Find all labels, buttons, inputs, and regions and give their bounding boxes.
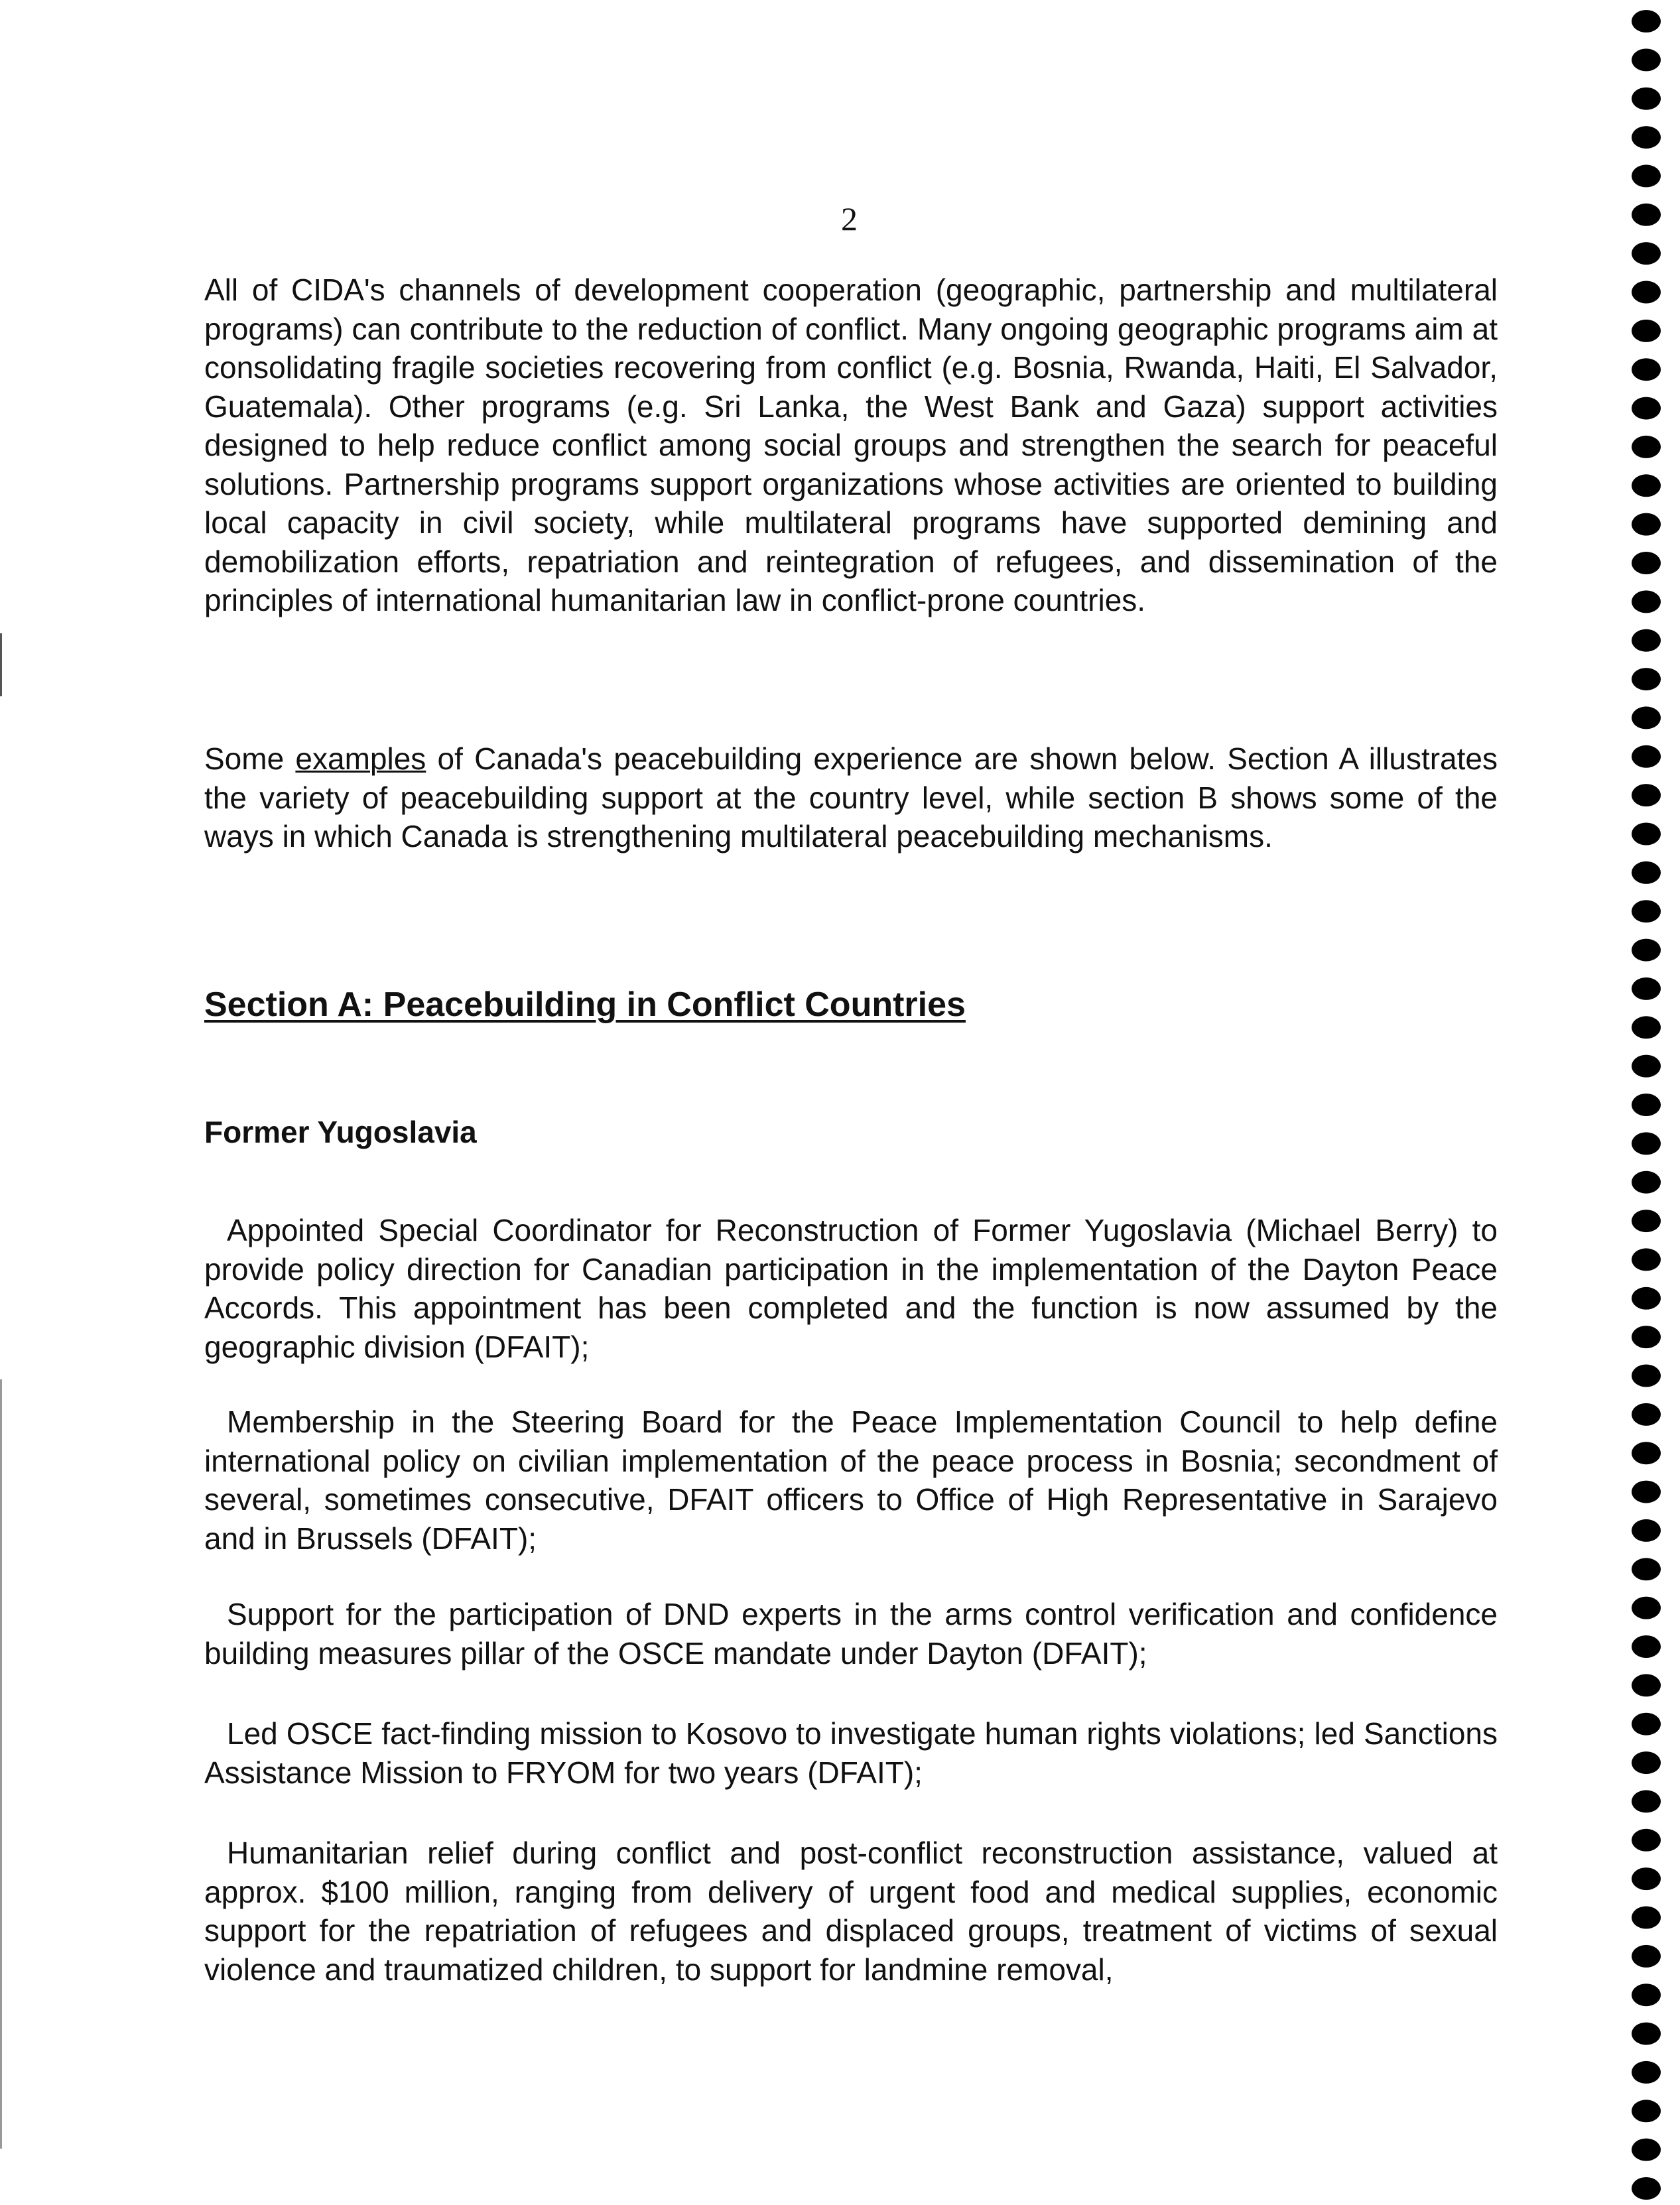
- binding-hole: [1632, 1907, 1661, 1929]
- binding-hole: [1632, 1171, 1661, 1194]
- binding-hole: [1632, 2100, 1661, 2122]
- binding-hole: [1632, 1326, 1661, 1348]
- binding-hole: [1632, 1597, 1661, 1619]
- binding-hole: [1632, 2177, 1661, 2200]
- binding-hole: [1632, 1481, 1661, 1503]
- binding-hole: [1632, 281, 1661, 304]
- binding-hole: [1632, 1674, 1661, 1696]
- binding-hole: [1632, 1751, 1661, 1774]
- binding-hole: [1632, 1945, 1661, 1968]
- binding-hole: [1632, 2139, 1661, 2161]
- scan-artifact-left: [0, 633, 2, 696]
- binding-hole: [1632, 629, 1661, 652]
- examples-paragraph: [204, 739, 1498, 856]
- page-number: 2: [841, 200, 858, 237]
- binding-hole: [1632, 1365, 1661, 1387]
- binding-hole: [1632, 745, 1661, 768]
- binding-hole: [1632, 513, 1661, 536]
- binding-hole: [1632, 977, 1661, 1000]
- binding-hole: [1632, 668, 1661, 690]
- binding-hole: [1632, 1094, 1661, 1116]
- examples-rest-text: of Canada's peacebuilding experience are shown below. Section A illustrates the variety of peacebuilding support at the country level, while section B shows some of the ways in which Canada is strengthening multilateral peacebuilding mechanisms.: [204, 741, 1498, 853]
- binding-hole: [1632, 1829, 1661, 1852]
- binding-hole: [1632, 939, 1661, 962]
- binding-hole: [1632, 784, 1661, 806]
- binding-hole: [1632, 590, 1661, 613]
- binding-hole: [1632, 10, 1661, 32]
- scan-artifact-left: [0, 1379, 2, 2149]
- binding-hole: [1632, 204, 1661, 226]
- binding-hole: [1632, 2023, 1661, 2045]
- binding-hole: [1632, 1287, 1661, 1310]
- binding-hole: [1632, 823, 1661, 846]
- binding-hole: [1632, 48, 1661, 71]
- list-item: Led OSCE fact-finding mission to Kosovo to investigate human rights violations; led Sanctions Assistance Mission to FRYOM for two years (DFAIT);: [204, 1716, 1498, 1790]
- binding-hole: [1632, 1248, 1661, 1271]
- binding-hole: [1632, 1055, 1661, 1078]
- spiral-binding: [1626, 0, 1666, 2205]
- binding-hole: [1632, 436, 1661, 458]
- examples-lead-text: Some: [204, 741, 296, 776]
- section-a-heading: Section A: Peacebuilding in Conflict Countries: [204, 985, 966, 1024]
- list-item: Support for the participation of DND experts in the arms control verification and confidence building measures pillar of the OSCE mandate under Dayton (DFAIT);: [204, 1597, 1498, 1670]
- examples-underlined-word: examples: [295, 741, 426, 776]
- binding-hole: [1632, 88, 1661, 110]
- binding-hole: [1632, 474, 1661, 497]
- binding-hole: [1632, 1132, 1661, 1155]
- binding-hole: [1632, 1790, 1661, 1812]
- binding-hole: [1632, 706, 1661, 729]
- binding-hole: [1632, 1558, 1661, 1580]
- former-yugoslavia-subheading: Former Yugoslavia: [204, 1115, 477, 1149]
- binding-hole: [1632, 1635, 1661, 1658]
- binding-hole: [1632, 397, 1661, 420]
- binding-hole: [1632, 552, 1661, 574]
- binding-hole: [1632, 1984, 1661, 2006]
- binding-hole: [1632, 164, 1661, 187]
- binding-hole: [1632, 900, 1661, 922]
- list-item: Membership in the Steering Board for the Peace Implementation Council to help define international policy on civilian implementation of the peace process in Bosnia; secondment of several, sometimes consecutive, DFAIT officers to Office of High Representative in Sarajevo and in Brussels (DFAIT);: [204, 1405, 1498, 1556]
- list-item: Appointed Special Coordinator for Reconstruction of Former Yugoslavia (Michael Berry) to provide policy direction for Canadian participation in the implementation of the Dayton Peace Accords. This appointment has been completed and the function is now assumed by the geographic division (DFAIT);: [204, 1213, 1498, 1364]
- binding-hole: [1632, 1016, 1661, 1039]
- binding-hole: [1632, 1403, 1661, 1426]
- binding-hole: [1632, 1713, 1661, 1735]
- binding-hole: [1632, 358, 1661, 381]
- binding-hole: [1632, 126, 1661, 149]
- binding-hole: [1632, 1442, 1661, 1464]
- binding-hole: [1632, 861, 1661, 884]
- binding-hole: [1632, 1519, 1661, 1542]
- binding-hole: [1632, 320, 1661, 342]
- binding-hole: [1632, 242, 1661, 265]
- list-item: Humanitarian relief during conflict and post-conflict reconstruction assistance, valued at approx. $100 million, ranging from delivery of urgent food and medical supplies, economic support for the repatriation of refugees and displaced groups, treatment of victims of sexual violence and traumatized children, to support for landmine removal,: [204, 1836, 1498, 1987]
- binding-hole: [1632, 1210, 1661, 1232]
- binding-hole: [1632, 1867, 1661, 1890]
- intro-paragraph: All of CIDA's channels of development cooperation (geographic, partnership and multilateral programs) can contribute to the reduction of conflict. Many ongoing geographic programs aim at consolidating fragile societies recovering from conflict (e.g. Bosnia, Rwanda, Haiti, El Salvador, Guatemala). Other programs (e.g. Sri Lanka, the West Bank and Gaza) support activities designed to help reduce conflict among social groups and strengthen the search for peaceful solutions. Partnership programs support organizations whose activities are oriented to building local capacity in civil society, while multilateral programs have supported demining and demobilization efforts, repatriation and reintegration of refugees, and dissemination of the principles of international humanitarian law in conflict-prone countries.: [204, 273, 1498, 617]
- binding-hole: [1632, 2061, 1661, 2084]
